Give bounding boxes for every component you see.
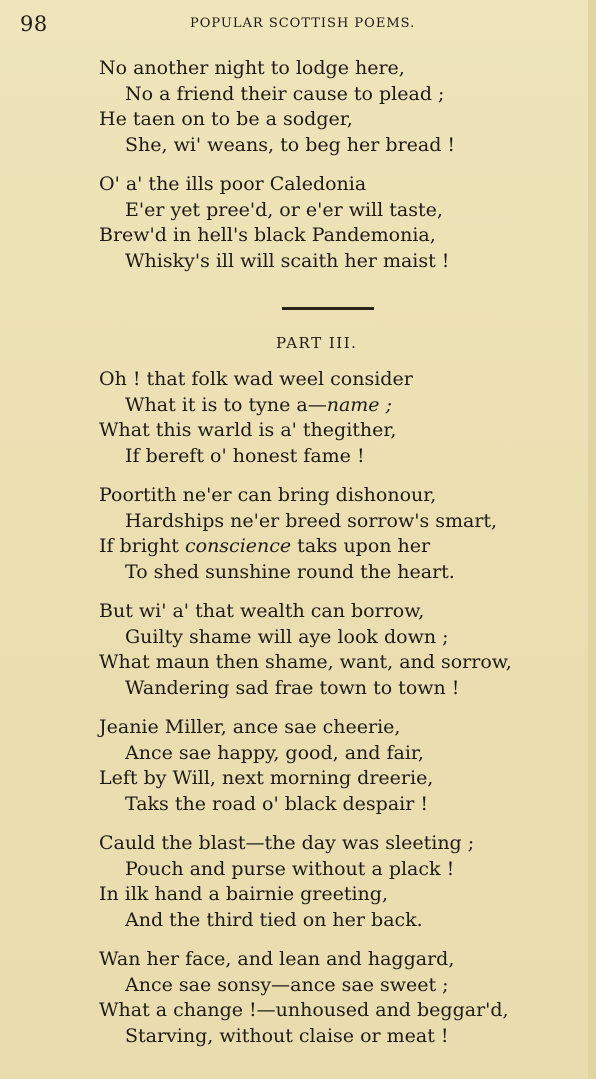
verse-line: What a change !—unhoused and beggar'd, [99,999,509,1021]
page-header [0,0,596,44]
verse-text: taks upon her [291,535,431,557]
verse-line: O' a' the ills poor Caledonia [99,173,367,195]
verse-line: Brew'd in hell's black Pandemonia, [99,224,436,246]
stanza [0,172,596,274]
part-heading: PART III. [276,334,358,352]
stanza [0,947,596,1049]
verse-line: Whisky's ill will scaith her maist ! [125,249,450,272]
poem-body [0,56,596,1063]
verse-line: Ance sae sonsy—ance sae sweet ; [125,973,449,996]
verse-line: No a friend their cause to plead ; [125,82,445,105]
verse-line: E'er yet pree'd, or e'er will taste, [125,198,443,221]
verse-line: What maun then shame, want, and sorrow, [99,651,512,673]
verse-line: What this warld is a' thegither, [99,419,397,441]
verse-line: Ance sae happy, good, and fair, [125,741,424,764]
verse-line: Wan her face, and lean and haggard, [99,948,455,970]
verse-line: Pouch and purse without a plack ! [125,857,455,880]
verse-line: Left by Will, next morning dreerie, [99,767,434,789]
stanza [0,831,596,933]
verse-text: If bright [99,535,185,557]
verse-line: In ilk hand a bairnie greeting, [99,883,388,905]
verse-line: And the third tied on her back. [125,908,423,931]
verse-line [0,393,596,419]
page-number: 98 [20,12,48,36]
verse-line: Hardships ne'er breed sorrow's smart, [125,509,498,532]
verse-line: To shed sunshine round the heart. [125,560,455,583]
verse-line: He taen on to be a sodger, [99,108,353,130]
stanza [0,715,596,817]
verse-line: Taks the road o' black despair ! [125,792,428,815]
verse-line: Jeanie Miller, ance sae cheerie, [99,716,401,738]
verse-line [0,534,596,560]
italic-word: conscience [184,535,292,557]
verse-line: She, wi' weans, to beg her bread ! [125,133,456,156]
verse-line: But wi' a' that wealth can borrow, [99,600,425,622]
stanza [0,56,596,158]
verse-line: Guilty shame will aye look down ; [125,625,449,648]
verse-line: If bereft o' honest fame ! [125,444,365,467]
verse-line: Cauld the blast—the day was sleeting ; [99,832,475,854]
section-divider-rule [282,307,374,310]
verse-text: What it is to tyne a— [125,393,327,416]
verse-line: Wandering sad frae town to town ! [125,676,460,699]
stanza [0,599,596,701]
stanza [0,483,596,585]
running-head: POPULAR SCOTTISH POEMS. [190,16,416,31]
verse-line: No another night to lodge here, [99,57,405,79]
verse-line: Poortith ne'er can bring dishonour, [99,484,437,506]
verse-line: Starving, without claise or meat ! [125,1024,449,1047]
italic-word: name ; [326,393,392,416]
verse-line: Oh ! that folk wad weel consider [99,368,413,390]
stanza [0,367,596,469]
